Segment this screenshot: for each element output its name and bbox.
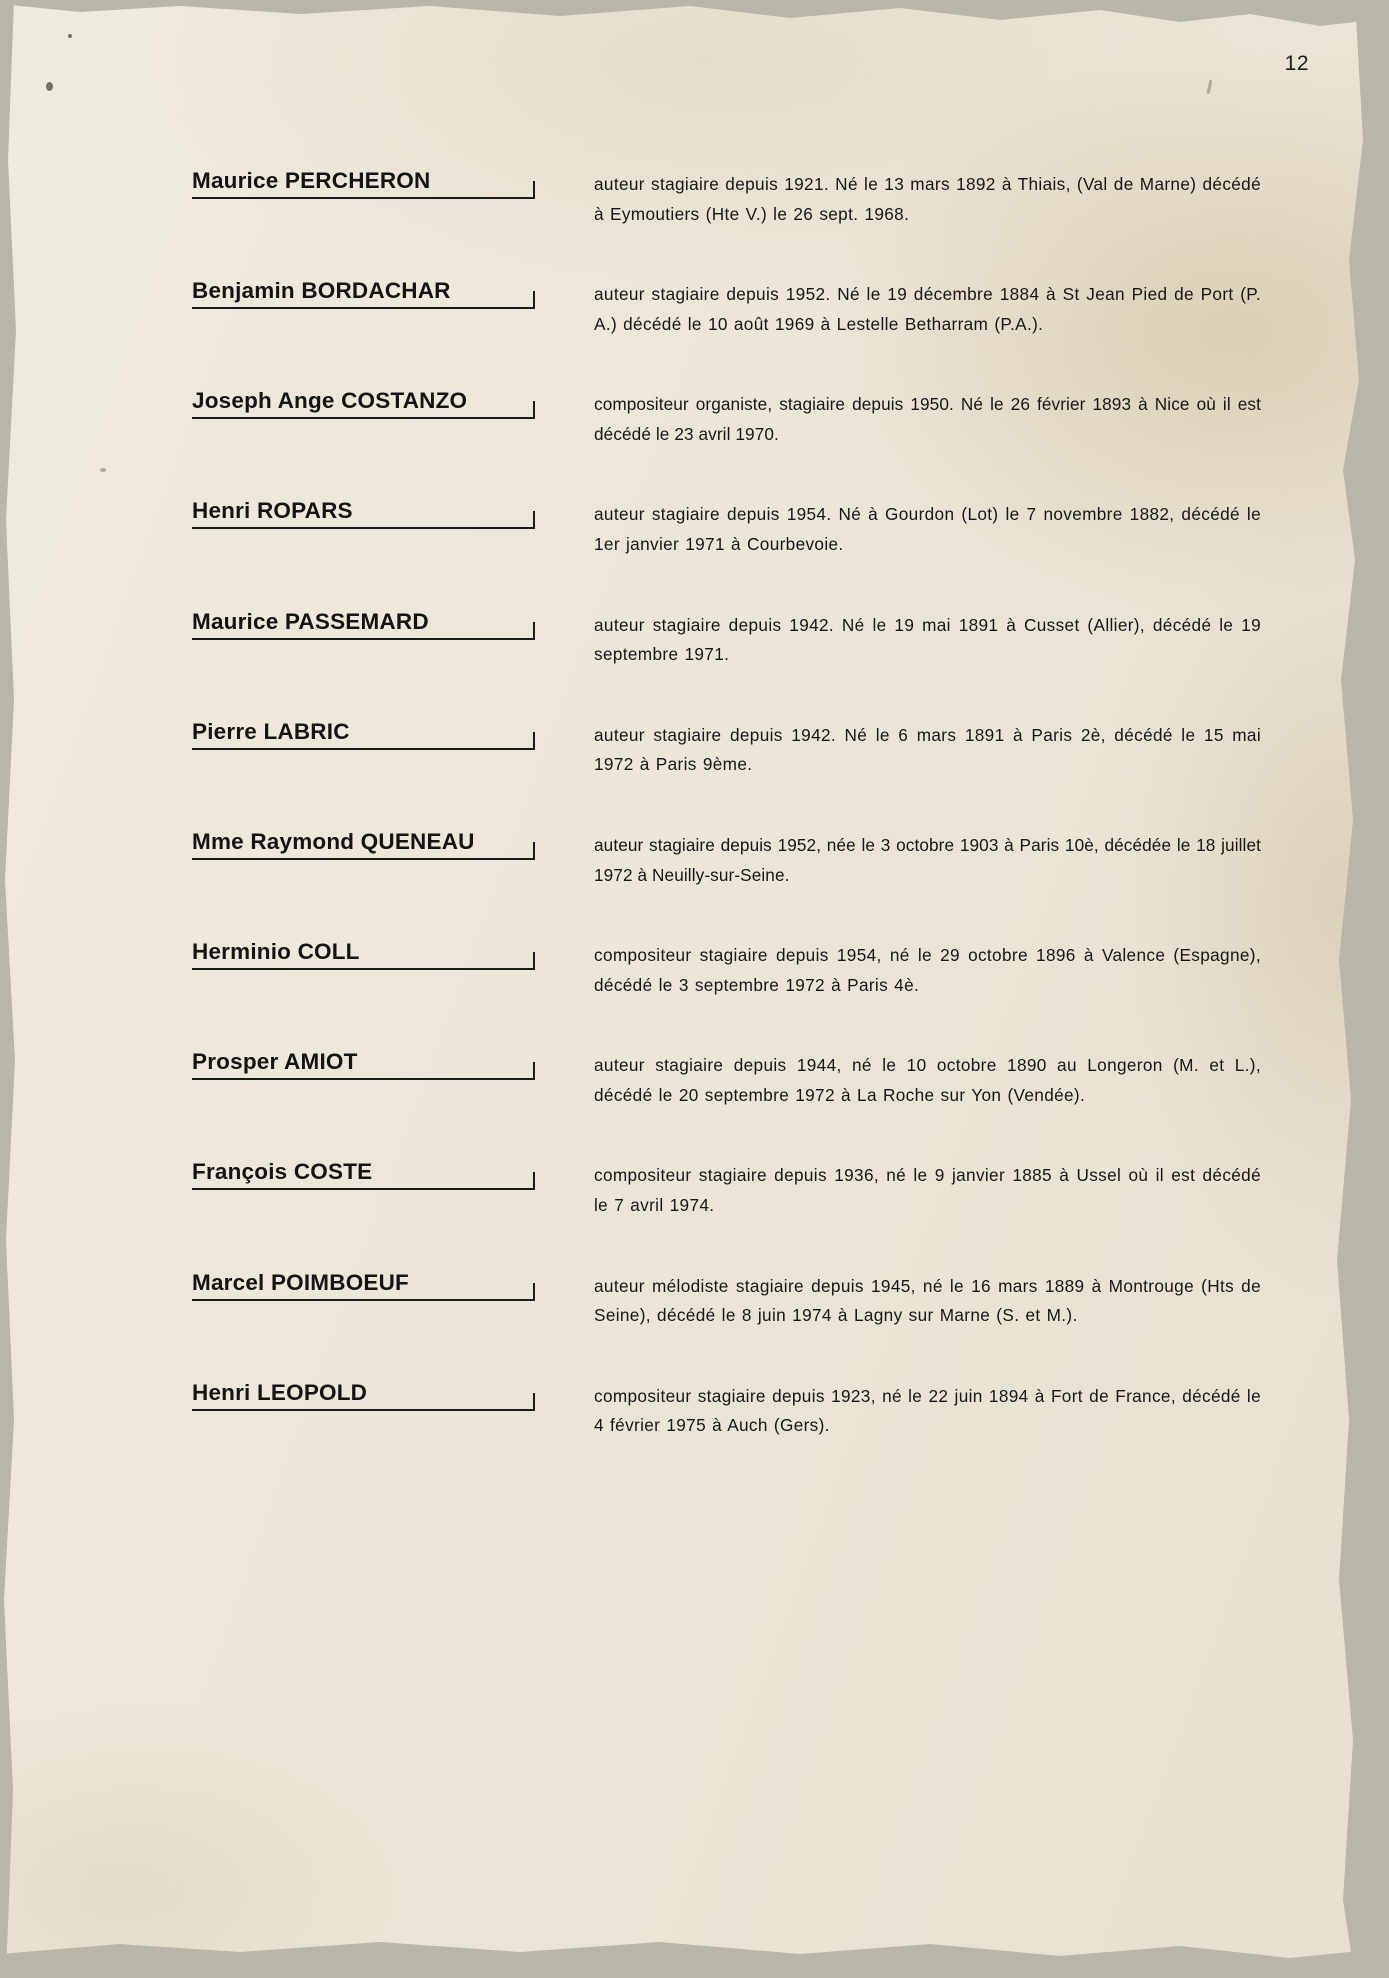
entry-underline [192,197,535,199]
list-item [0,826,1389,890]
entry-description: auteur stagiaire depuis 1942. Né le 19 mai 1891 à Cusset (Allier), décédé le 19 septembre 1971. [594,614,1261,665]
entry-name-cell [192,1156,538,1185]
entry-description: auteur stagiaire depuis 1952. Né le 19 décembre 1884 à St Jean Pied de Port (P. A.) décédé le 10 août 1969 à Lestelle Betharram (P.A.). [594,284,1261,334]
entry-underline [192,307,535,309]
entry-description: compositeur stagiaire depuis 1923, né le 22 juin 1894 à Fort de France, décédé le 4 février 1975 à Auch (Gers). [594,1385,1261,1436]
entry-name: Herminio COLL [192,939,360,965]
list-item [0,606,1389,670]
entry-description: compositeur stagiaire depuis 1954, né le 29 octobre 1896 à Valence (Espagne), décédé le 3 septembre 1972 à Paris 4è. [594,945,1261,995]
entry-name: Mme Raymond QUENEAU [192,828,475,854]
entry-underline [192,968,535,970]
entry-name-cell [192,1046,538,1075]
entry-description: auteur stagiaire depuis 1942. Né le 6 mars 1891 à Paris 2è, décédé le 15 mai 1972 à Paris 9ème. [594,724,1261,775]
entry-name: Joseph Ange COSTANZO [192,388,468,414]
list-item [0,1156,1389,1220]
page-number: 12 [1284,52,1309,75]
paper-speck [46,82,53,91]
entry-underline [192,527,535,529]
entry-list [0,165,1389,1487]
entry-name: Henri LEOPOLD [192,1379,368,1405]
entry-name: François COSTE [192,1159,373,1185]
entry-description: compositeur stagiaire depuis 1936, né le 9 janvier 1885 à Ussel où il est décédé le 7 avril 1974. [594,1165,1261,1215]
entry-underline [192,1078,535,1080]
entry-underline [192,1299,535,1301]
list-item [0,1267,1389,1331]
paper-speck [1207,80,1213,94]
entry-name-cell [192,1377,538,1406]
list-item [0,936,1389,1000]
list-item [0,1377,1389,1441]
entry-underline [192,638,535,640]
paper-speck [68,34,72,38]
entry-description: compositeur organiste, stagiaire depuis 1950. Né le 26 février 1893 à Nice où il est décédé le 23 avril 1970. [594,394,1261,444]
entry-name: Marcel POIMBOEUF [192,1269,409,1295]
list-item [0,275,1389,339]
entry-name: Maurice PERCHERON [192,168,431,193]
entry-name: Maurice PASSEMARD [192,608,429,634]
entry-name-cell [192,936,538,965]
entry-underline [192,417,535,419]
entry-description: auteur stagiaire depuis 1952, née le 3 octobre 1903 à Paris 10è, décédée le 18 juillet 1972 à Neuilly-sur-Seine. [594,834,1261,885]
entry-name-cell [192,826,538,855]
entry-name-cell [192,495,538,524]
entry-description: auteur stagiaire depuis 1944, né le 10 octobre 1890 au Longeron (M. et L.), décédé le 20 septembre 1972 à La Roche sur Yon (Vendée). [594,1055,1261,1105]
entry-name-cell [192,385,538,414]
entry-underline [192,748,535,750]
entry-name: Prosper AMIOT [192,1049,358,1075]
entry-description: auteur mélodiste stagiaire depuis 1945, né le 16 mars 1889 à Montrouge (Hts de Seine), décédé le 8 juin 1974 à Lagny sur Marne (S. et M.). [594,1275,1261,1326]
entry-name-cell [192,275,538,304]
list-item [0,385,1389,449]
list-item [0,716,1389,780]
entry-name-cell [192,716,538,745]
list-item [0,1046,1389,1110]
list-item [0,165,1389,229]
scan-edge-top [0,0,1389,46]
entry-name: Benjamin BORDACHAR [192,278,451,304]
entry-description: auteur stagiaire depuis 1954. Né à Gourdon (Lot) le 7 novembre 1882, décédé le 1er janvier 1971 à Courbevoie. [594,504,1261,555]
entry-underline [192,1409,535,1411]
entry-underline [192,858,535,860]
list-item [0,495,1389,559]
entry-name-cell [192,1267,538,1296]
entry-underline [192,1188,535,1190]
entry-name-cell [192,165,538,194]
entry-name: Pierre LABRIC [192,718,350,744]
scan-edge-bottom [0,1918,1389,1978]
entry-description: auteur stagiaire depuis 1921. Né le 13 mars 1892 à Thiais, (Val de Marne) décédé à Eymoutiers (Hte V.) le 26 sept. 1968. [594,174,1261,224]
entry-name: Henri ROPARS [192,498,353,524]
entry-name-cell [192,606,538,635]
